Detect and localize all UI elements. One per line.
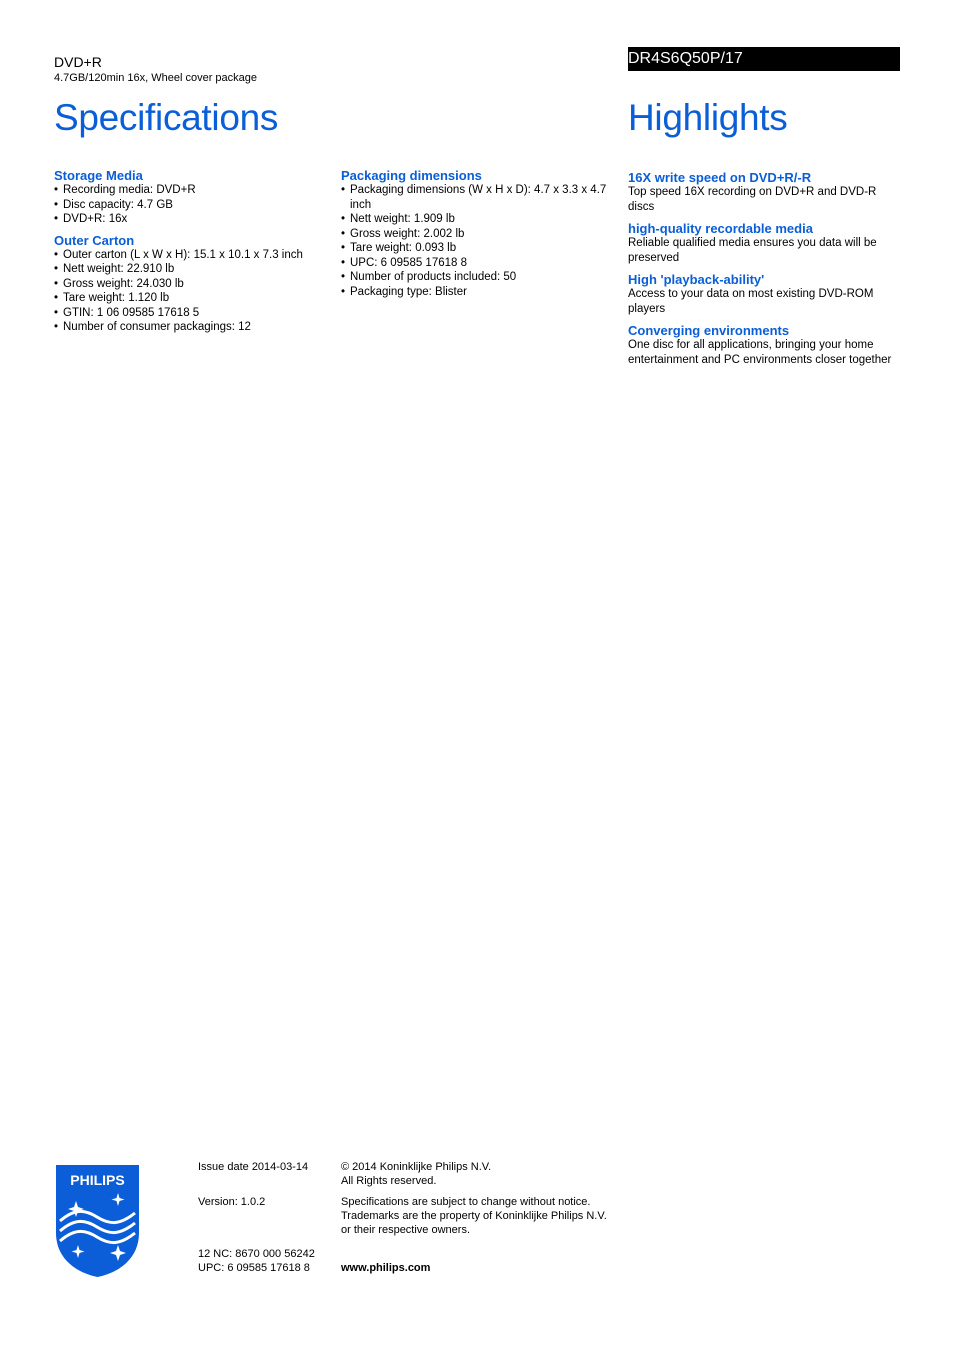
- spec-item: • Packaging type: Blister: [341, 285, 613, 300]
- highlight-item: [628, 272, 900, 316]
- spec-item: • Number of products included: 50: [341, 270, 613, 285]
- spec-item: • Gross weight: 24.030 lb: [54, 277, 326, 292]
- model-number-bar: [628, 47, 900, 71]
- section-packaging-dimensions: [341, 168, 613, 299]
- spec-list: [54, 183, 326, 227]
- issue-date: Issue date 2014-03-14: [198, 1161, 309, 1173]
- version: Version: 1.0.2: [198, 1196, 266, 1208]
- notice-line-3: or their respective owners.: [341, 1224, 470, 1236]
- highlight-body: Access to your data on most existing DVD-ROM players: [628, 288, 874, 315]
- spec-item: • DVD+R: 16x: [54, 212, 326, 227]
- spec-item: • Nett weight: 22.910 lb: [54, 262, 326, 277]
- website-link[interactable]: www.philips.com: [341, 1262, 431, 1274]
- highlight-title: High 'playback-ability': [628, 272, 765, 287]
- copyright-line-1: © 2014 Koninklijke Philips N.V.: [341, 1161, 492, 1173]
- highlight-body: Reliable qualified media ensures you data will be preserved: [628, 237, 877, 264]
- model-number: DR4S6Q50P/17: [628, 50, 743, 67]
- spec-item: • Gross weight: 2.002 lb: [341, 227, 613, 242]
- highlight-title: Converging environments: [628, 323, 790, 338]
- spec-item: • GTIN: 1 06 09585 17618 5: [54, 306, 326, 321]
- notice-line-1: Specifications are subject to change without notice.: [341, 1196, 591, 1208]
- spec-item: • Disc capacity: 4.7 GB: [54, 198, 326, 213]
- section-storage-media: [54, 168, 326, 227]
- spec-item: • Packaging dimensions (W x H x D): 4.7 x 3.3 x 4.7 inch: [341, 183, 613, 212]
- philips-shield-logo: [54, 1163, 141, 1279]
- spec-item: • Tare weight: 1.120 lb: [54, 291, 326, 306]
- copyright-line-2: All Rights reserved.: [341, 1175, 437, 1187]
- spec-item: • Outer carton (L x W x H): 15.1 x 10.1 x 7.3 inch: [54, 248, 326, 263]
- spec-item: • Number of consumer packagings: 12: [54, 320, 326, 335]
- logo-wordmark: PHILIPS: [70, 1172, 125, 1188]
- specs-column-2: [341, 168, 613, 305]
- section-heading: Packaging dimensions: [341, 168, 482, 183]
- highlight-title: high-quality recordable media: [628, 221, 813, 236]
- spec-item: • UPC: 6 09585 17618 8: [341, 256, 613, 271]
- section-outer-carton: [54, 233, 326, 335]
- highlight-body: Top speed 16X recording on DVD+R and DVD-R discs: [628, 186, 877, 213]
- spec-item: • Recording media: DVD+R: [54, 183, 326, 198]
- highlight-title: 16X write speed on DVD+R/-R: [628, 170, 812, 185]
- highlights-title: Highlights: [628, 97, 788, 138]
- spec-item: • Tare weight: 0.093 lb: [341, 241, 613, 256]
- notice-line-2: Trademarks are the property of Koninklijke Philips N.V.: [341, 1210, 607, 1222]
- product-name: DVD+R: [54, 54, 102, 70]
- highlight-body: One disc for all applications, bringing your home entertainment and PC environments closer together: [628, 339, 892, 366]
- specifications-title: Specifications: [54, 97, 279, 138]
- nc-number: 12 NC: 8670 000 56242: [198, 1248, 315, 1260]
- highlights-column: [628, 170, 900, 374]
- spec-item: • Nett weight: 1.909 lb: [341, 212, 613, 227]
- spec-list: [54, 248, 326, 335]
- upc-number: UPC: 6 09585 17618 8: [198, 1262, 310, 1274]
- highlight-item: [628, 170, 900, 214]
- section-heading: Outer Carton: [54, 232, 135, 248]
- spec-list: [341, 183, 613, 299]
- highlight-item: [628, 323, 900, 367]
- philips-shield-icon: [54, 1163, 141, 1279]
- specs-column-1: [54, 168, 326, 341]
- section-heading: Storage Media: [54, 168, 143, 183]
- product-subtitle: 4.7GB/120min 16x, Wheel cover package: [54, 72, 258, 84]
- highlight-item: [628, 221, 900, 265]
